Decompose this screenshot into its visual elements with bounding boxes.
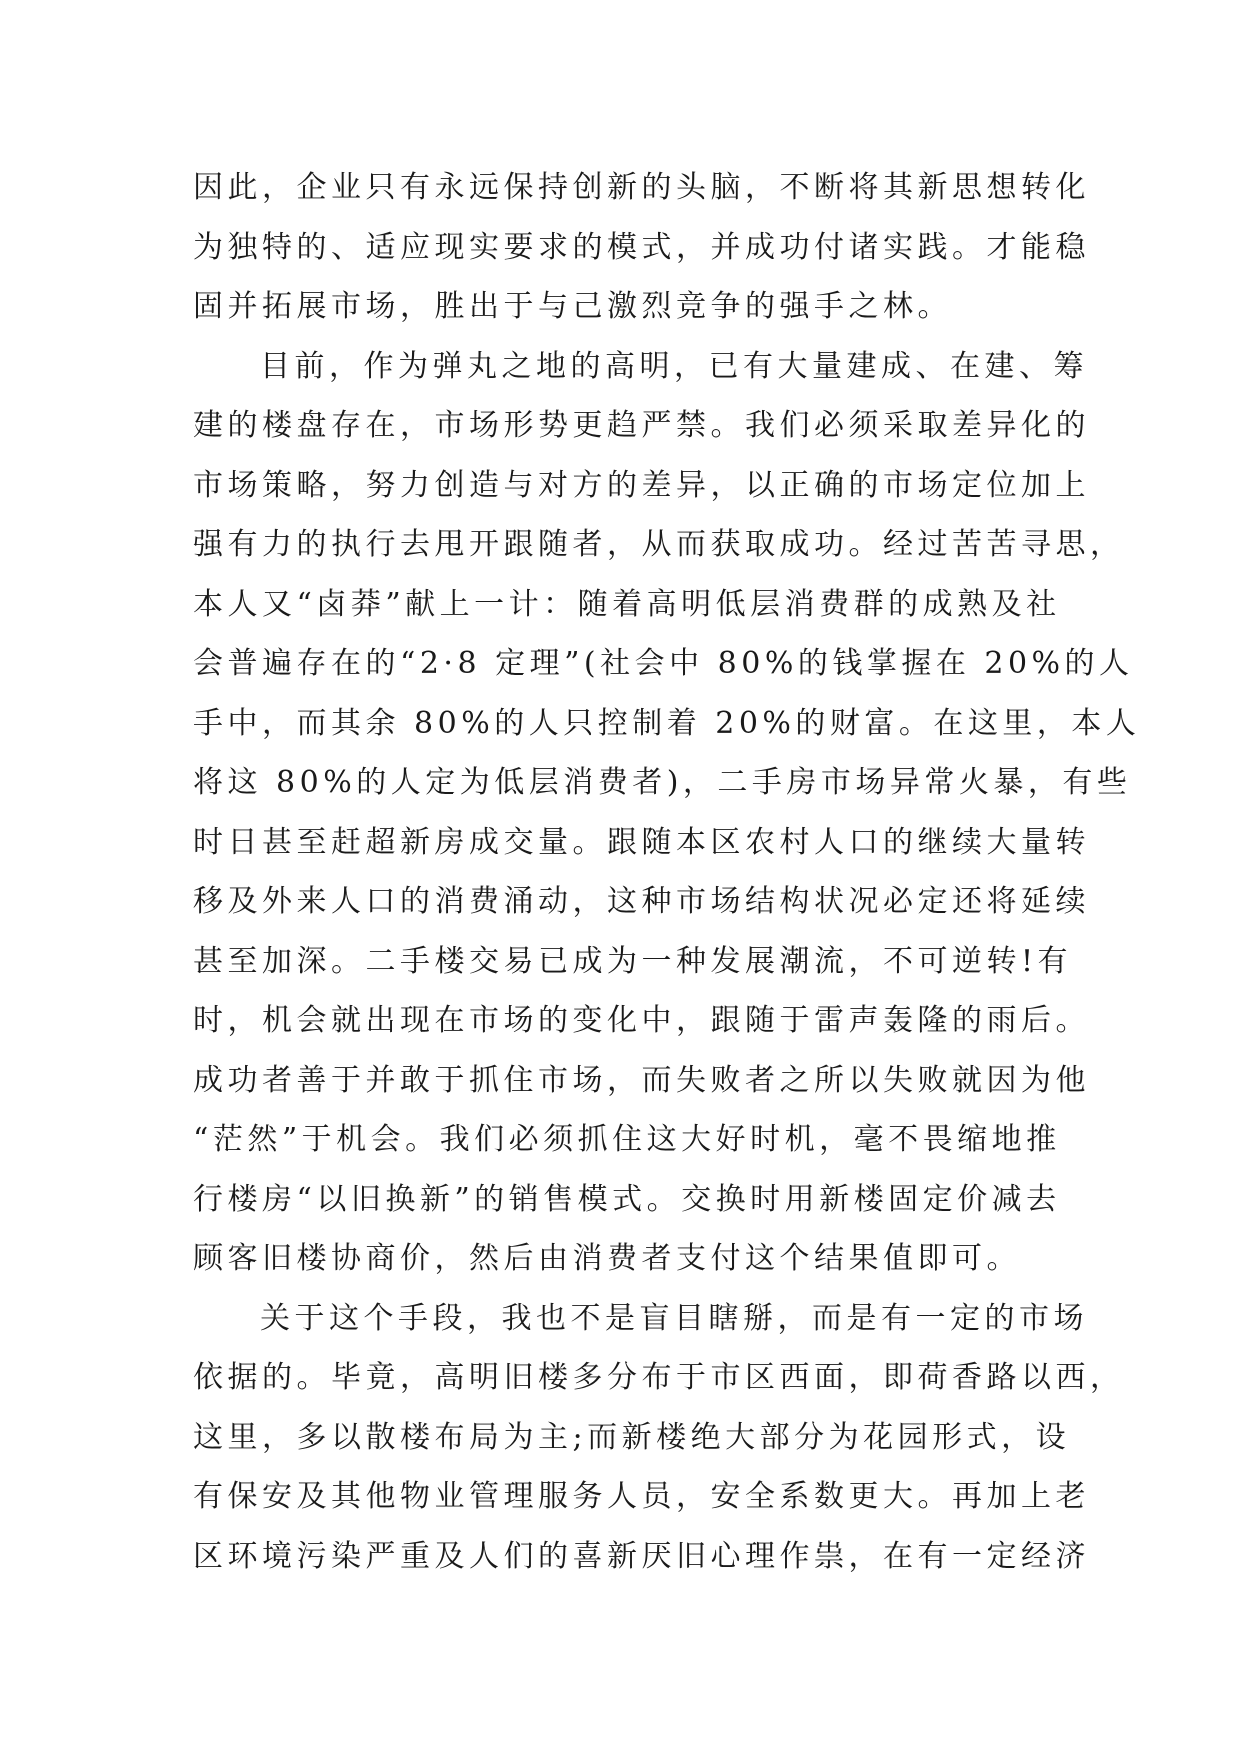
text-line: 甚至加深。二手楼交易已成为一种发展潮流，不可逆转!有	[193, 943, 1073, 979]
text-line: 区环境污染严重及人们的喜新厌旧心理作祟，在有一定经济	[193, 1538, 1090, 1574]
text-line: 时日甚至赶超新房成交量。跟随本区农村人口的继续大量转	[193, 824, 1090, 860]
text-line: 行楼房“以旧换新”的销售模式。交换时用新楼固定价减去	[193, 1181, 1061, 1217]
text-line: 固并拓展市场，胜出于与己激烈竞争的强手之林。	[193, 289, 952, 324]
text-line: 依据的。毕竟，高明旧楼多分布于市区西面，即荷香路以西，	[193, 1360, 1125, 1395]
text-line: 强有力的执行去甩开跟随者，从而获取成功。经过苦苦寻思，	[193, 527, 1125, 562]
paragraph-first-line: 目前，作为弹丸之地的高明，已有大量建成、在建、筹	[260, 348, 1088, 384]
text-line: 将这 80%的人定为低层消费者)，二手房市场异常火暴，有些	[193, 765, 1132, 800]
text-line: 顾客旧楼协商价，然后由消费者支付这个结果值即可。	[193, 1241, 1021, 1276]
text-line: 手中，而其余 80%的人只控制着 20%的财富。在这里，本人	[193, 705, 1141, 741]
text-line: 移及外来人口的消费涌动，这种市场结构状况必定还将延续	[193, 884, 1090, 919]
text-line: 为独特的、适应现实要求的模式，并成功付诸实践。才能稳	[193, 229, 1090, 265]
text-line: “茫然”于机会。我们必须抓住这大好时机，毫不畏缩地推	[193, 1122, 1061, 1157]
text-line: 时，机会就出现在市场的变化中，跟随于雷声轰隆的雨后。	[193, 1003, 1090, 1038]
text-line: 本人又“卤莽”献上一计：随着高明低层消费群的成熟及社	[193, 586, 1061, 622]
text-line: 成功者善于并敢于抓住市场，而失败者之所以失败就因为他	[193, 1062, 1090, 1098]
text-line: 市场策略，努力创造与对方的差异，以正确的市场定位加上	[193, 467, 1090, 503]
paragraph-first-line: 关于这个手段，我也不是盲目瞎掰，而是有一定的市场	[260, 1300, 1088, 1336]
text-line: 会普遍存在的“2·8 定理”(社会中 80%的钱掌握在 20%的人	[193, 646, 1134, 681]
text-line: 有保安及其他物业管理服务人员，安全系数更大。再加上老	[193, 1479, 1090, 1514]
text-line: 建的楼盘存在，市场形势更趋严禁。我们必须采取差异化的	[193, 408, 1090, 443]
text-line: 这里，多以散楼布局为主;而新楼绝大部分为花园形式，设	[193, 1419, 1071, 1455]
document-body	[193, 158, 1141, 1586]
text-line: 因此，企业只有永远保持创新的头脑，不断将其新思想转化	[193, 170, 1090, 205]
